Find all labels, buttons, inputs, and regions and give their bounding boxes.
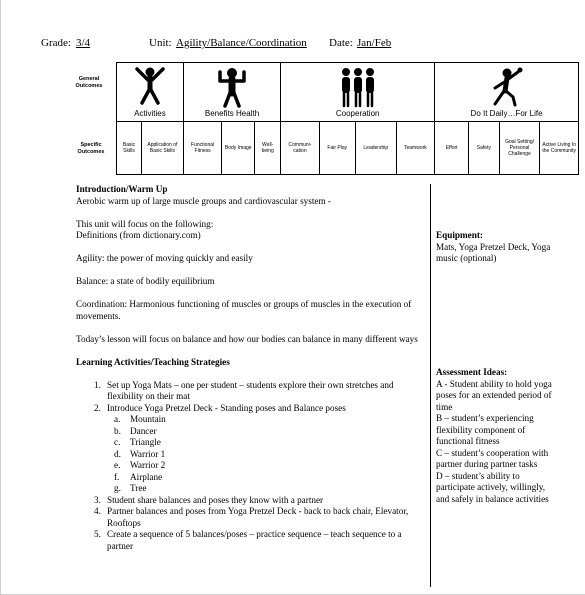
specific-label-cell [69,122,117,175]
category-benefits-health-label: Benefits Health [204,109,260,118]
assessment-item: D – student’s ability to participate actively, willingly, and safely in balance activities [436,470,549,504]
pose-name: Tree [130,483,147,493]
assessment-section [436,367,556,505]
running-figure-icon [488,66,526,108]
step-text: Set up Yoga Mats – one per student – students explore their own stretches and flexibility on their mat [107,379,394,401]
step-number: 3. [94,494,101,505]
category-cooperation-label: Cooperation [335,109,380,118]
step-text: Introduce Yoga Pretzel Deck - Standing poses and Balance poses [107,402,346,413]
date-label: Date: [329,37,353,49]
specific-outcome-cell: Safety [469,122,500,175]
specific-outcomes-row [69,122,579,175]
general-outcomes-label: General Outcomes [75,76,103,89]
step-number: 2. [94,402,101,413]
list-item [76,449,426,461]
list-item [76,506,426,529]
agility-definition: Agility: the power of moving quickly and easily [76,253,253,263]
list-item [76,472,426,484]
equipment-heading: Equipment: [436,230,483,240]
outcomes-table [69,62,579,175]
activities-list [76,380,426,553]
list-item [76,380,426,403]
category-benefits-health [183,63,280,122]
assessment-item: C – student’s cooperation with partner during partner tasks [436,447,549,469]
assessment-item: A - Student ability to hold yoga poses for an extended period of time [436,378,552,412]
category-do-it-daily [435,63,579,122]
pose-letter: a. [114,414,121,424]
pose-name: Warrior 2 [130,460,166,470]
step-number: 4. [94,506,101,516]
specific-outcome-cell: Communi-cation [281,122,319,175]
grade-label: Grade: [41,37,71,49]
lesson-content [76,184,426,552]
list-item [76,437,426,449]
step-text: Partner balances and poses from Yoga Pretzel Deck - back to back chair, Elevator, Rooftops [107,506,409,528]
general-outcomes-row [69,63,579,122]
column-divider [430,184,431,587]
activities-heading: Learning Activities/Teaching Strategies [76,356,230,367]
general-label-cell [69,63,117,122]
unit-label: Unit: [149,37,172,49]
pose-letter: f. [114,471,120,482]
equipment-section [436,230,556,265]
unit-value: Agility/Balance/Coordination [176,37,307,49]
assessment-item: B – student’s experiencing flexibility component of functional fitness [436,413,534,446]
step-text: Student share balances and poses they know with a partner [107,494,324,505]
date-value: Jan/Feb [357,37,392,49]
coordination-definition: Coordination: Harmonious functioning of muscles or groups of muscles in the execution of movements. [76,299,412,321]
pose-name: Triangle [130,437,161,447]
step-number: 5. [94,529,101,539]
specific-outcome-cell: Fair Play [319,122,355,175]
today-focus: Today’s lesson will focus on balance and how our bodies can balance in many different ways [76,333,418,344]
focus-line: This unit will focus on the following: [76,218,214,229]
pose-letter: g. [114,483,121,493]
grade-value: 3/4 [76,37,91,49]
pose-letter: e. [114,460,121,470]
list-item [76,414,426,426]
category-activities [117,63,184,122]
pose-name: Mountain [130,414,166,424]
specific-outcome-cell: Basic Skills [117,122,142,175]
list-item [76,426,426,438]
list-item [76,495,426,507]
category-cooperation [281,63,435,122]
pose-letter: d. [114,448,121,459]
list-item [76,529,426,552]
pose-name: Warrior 1 [130,448,166,459]
list-item [76,483,426,495]
pose-letter: b. [114,425,121,436]
specific-outcome-cell: Well-being [255,122,281,175]
warmup-text: Aerobic warm up of large muscle groups and cardiovascular system - [76,195,331,206]
specific-outcome-cell: Application of Basic Skills [141,122,183,175]
category-do-it-daily-label: Do It Daily…For Life [470,109,543,118]
specific-outcomes-label: Specific Outcomes [77,142,105,155]
specific-outcome-cell: Active Living In the Community [540,122,579,175]
specific-outcome-cell: Goal Setting/ Personal Challenge [499,122,540,175]
pose-name: Dancer [130,425,157,436]
specific-outcome-cell: Teamwork [396,122,434,175]
equipment-items: Mats, Yoga Pretzel Deck, Yoga music (optional) [436,241,551,263]
assessment-heading: Assessment Ideas: [436,367,508,377]
specific-outcome-cell: Body Image [222,122,255,175]
pose-letter: c. [114,437,121,447]
intro-heading: Introduction/Warm Up [76,184,168,194]
category-activities-label: Activities [134,109,166,118]
balance-definition: Balance: a state of bodily equilibrium [76,276,215,286]
list-item [76,403,426,415]
group-figures-icon [338,66,378,108]
step-text: Create a sequence of 5 balances/poses – practice sequence – teach sequence to a partner [107,529,402,551]
specific-outcome-cell: Leadership [355,122,396,175]
jumping-figure-icon [133,66,167,106]
flexing-figure-icon [215,66,249,108]
pose-name: Airplane [130,471,163,482]
step-number: 1. [94,379,101,390]
list-item [76,460,426,472]
definitions-line: Definitions (from dictionary.com) [76,230,201,240]
specific-outcome-cell: Effort [435,122,469,175]
specific-outcome-cell: Functional Fitness [183,122,221,175]
